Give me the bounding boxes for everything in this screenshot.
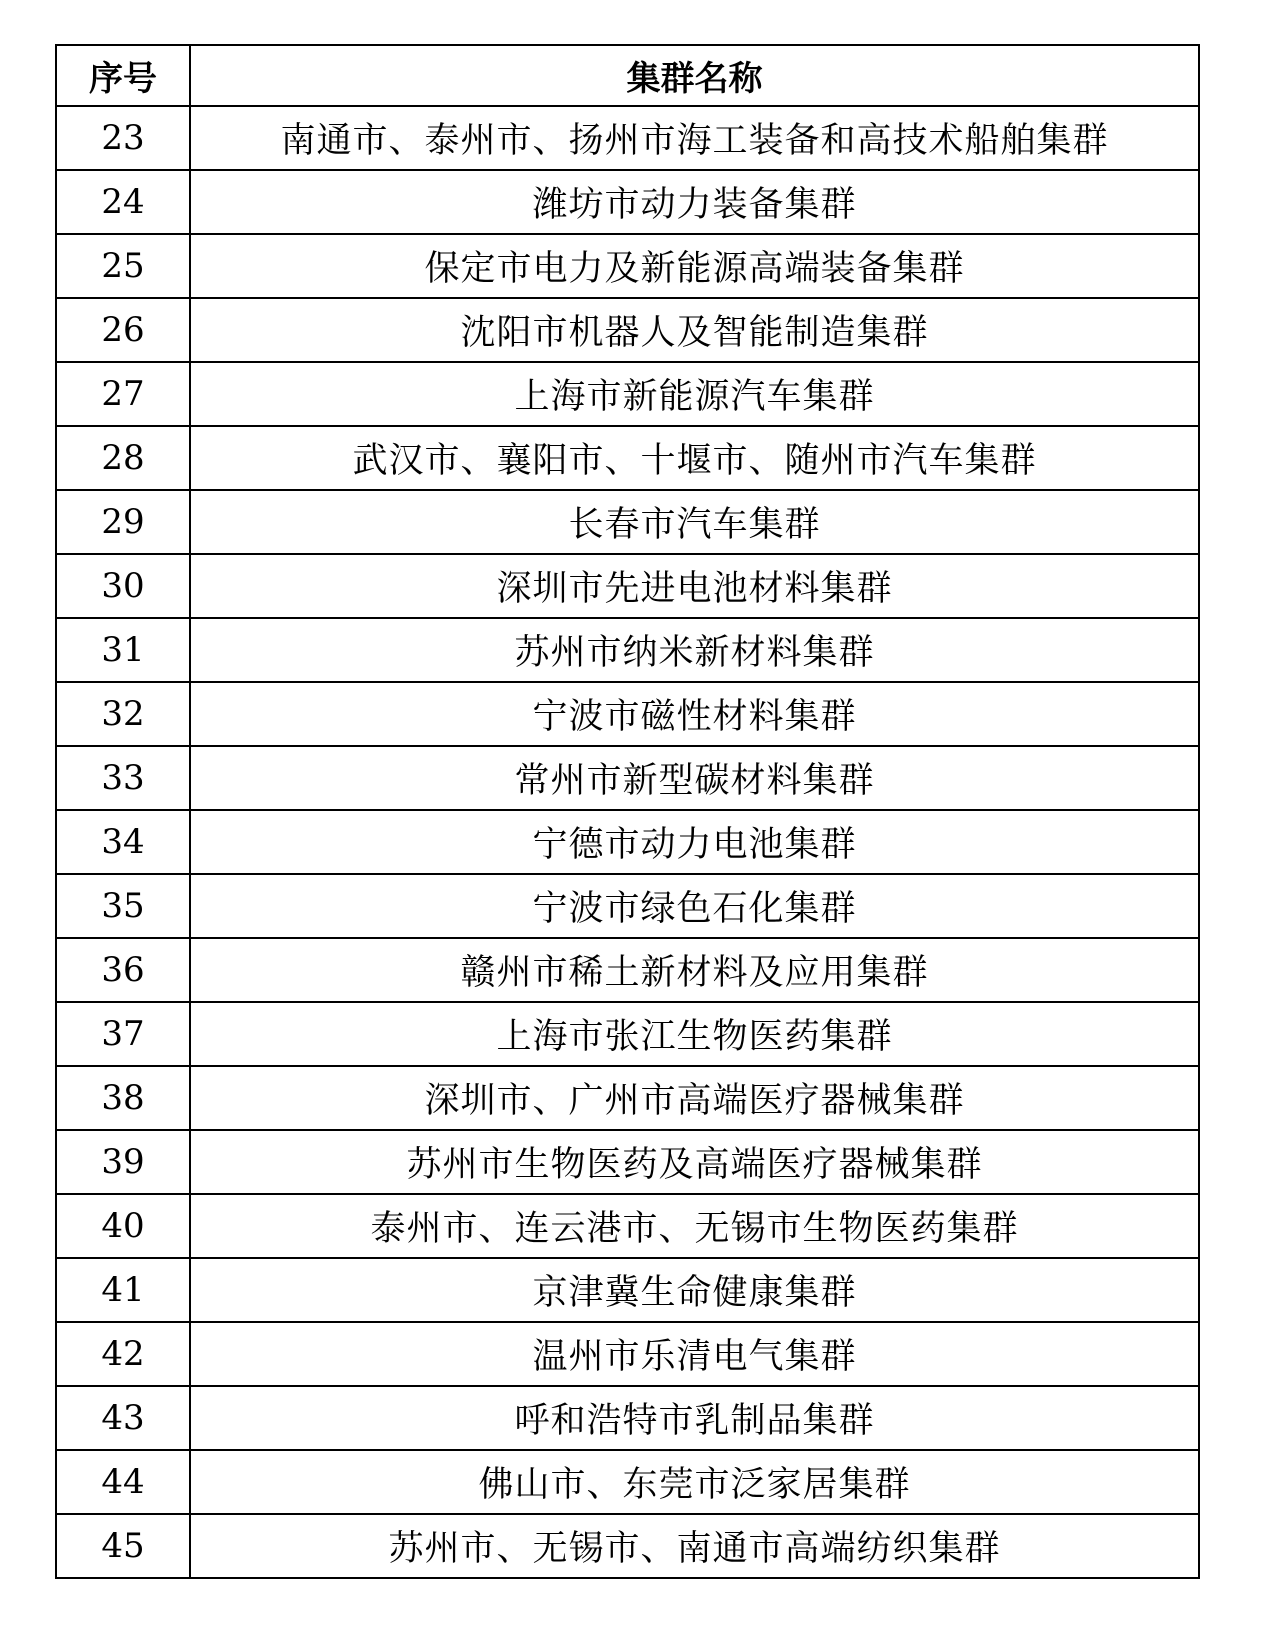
row-index: 27 <box>56 362 190 426</box>
row-index: 43 <box>56 1386 190 1450</box>
row-cluster-name: 武汉市、襄阳市、十堰市、随州市汽车集群 <box>190 426 1199 490</box>
row-index: 24 <box>56 170 190 234</box>
table-row <box>56 874 1199 938</box>
row-cluster-name: 宁波市磁性材料集群 <box>190 682 1199 746</box>
table-row <box>56 490 1199 554</box>
table-row <box>56 938 1199 1002</box>
row-index: 26 <box>56 298 190 362</box>
table-row <box>56 746 1199 810</box>
row-cluster-name: 潍坊市动力装备集群 <box>190 170 1199 234</box>
row-index: 44 <box>56 1450 190 1514</box>
row-cluster-name: 宁德市动力电池集群 <box>190 810 1199 874</box>
row-cluster-name: 上海市新能源汽车集群 <box>190 362 1199 426</box>
row-cluster-name: 佛山市、东莞市泛家居集群 <box>190 1450 1199 1514</box>
table-row <box>56 1194 1199 1258</box>
row-index: 30 <box>56 554 190 618</box>
row-index: 23 <box>56 106 190 170</box>
row-index: 41 <box>56 1258 190 1322</box>
table-body <box>56 106 1199 1578</box>
row-cluster-name: 长春市汽车集群 <box>190 490 1199 554</box>
table-row <box>56 1002 1199 1066</box>
row-cluster-name: 苏州市、无锡市、南通市高端纺织集群 <box>190 1514 1199 1578</box>
row-index: 34 <box>56 810 190 874</box>
row-cluster-name: 宁波市绿色石化集群 <box>190 874 1199 938</box>
table-row <box>56 298 1199 362</box>
row-index: 40 <box>56 1194 190 1258</box>
row-cluster-name: 苏州市生物医药及高端医疗器械集群 <box>190 1130 1199 1194</box>
row-cluster-name: 保定市电力及新能源高端装备集群 <box>190 234 1199 298</box>
table-row <box>56 1130 1199 1194</box>
header-cluster-name: 集群名称 <box>190 45 1199 106</box>
table-row <box>56 1066 1199 1130</box>
table-row <box>56 106 1199 170</box>
row-index: 29 <box>56 490 190 554</box>
row-index: 25 <box>56 234 190 298</box>
row-index: 42 <box>56 1322 190 1386</box>
table-row <box>56 1514 1199 1578</box>
row-index: 45 <box>56 1514 190 1578</box>
row-cluster-name: 泰州市、连云港市、无锡市生物医药集群 <box>190 1194 1199 1258</box>
row-index: 33 <box>56 746 190 810</box>
row-index: 32 <box>56 682 190 746</box>
row-cluster-name: 呼和浩特市乳制品集群 <box>190 1386 1199 1450</box>
cluster-table-container <box>55 44 1198 1579</box>
row-cluster-name: 上海市张江生物医药集群 <box>190 1002 1199 1066</box>
row-index: 37 <box>56 1002 190 1066</box>
row-cluster-name: 温州市乐清电气集群 <box>190 1322 1199 1386</box>
table-row <box>56 1450 1199 1514</box>
table-row <box>56 170 1199 234</box>
table-row <box>56 234 1199 298</box>
table-row <box>56 618 1199 682</box>
table-row <box>56 1258 1199 1322</box>
table-header-row <box>56 45 1199 106</box>
table-row <box>56 810 1199 874</box>
table-row <box>56 1386 1199 1450</box>
header-index: 序号 <box>56 45 190 106</box>
row-cluster-name: 深圳市先进电池材料集群 <box>190 554 1199 618</box>
table-row <box>56 362 1199 426</box>
row-index: 38 <box>56 1066 190 1130</box>
table-row <box>56 554 1199 618</box>
row-index: 39 <box>56 1130 190 1194</box>
row-cluster-name: 京津冀生命健康集群 <box>190 1258 1199 1322</box>
table-row <box>56 426 1199 490</box>
row-index: 35 <box>56 874 190 938</box>
row-index: 28 <box>56 426 190 490</box>
row-index: 31 <box>56 618 190 682</box>
row-cluster-name: 深圳市、广州市高端医疗器械集群 <box>190 1066 1199 1130</box>
row-cluster-name: 常州市新型碳材料集群 <box>190 746 1199 810</box>
table-row <box>56 1322 1199 1386</box>
table-row <box>56 682 1199 746</box>
row-index: 36 <box>56 938 190 1002</box>
row-cluster-name: 赣州市稀土新材料及应用集群 <box>190 938 1199 1002</box>
cluster-table <box>55 44 1200 1579</box>
row-cluster-name: 沈阳市机器人及智能制造集群 <box>190 298 1199 362</box>
row-cluster-name: 苏州市纳米新材料集群 <box>190 618 1199 682</box>
row-cluster-name: 南通市、泰州市、扬州市海工装备和高技术船舶集群 <box>190 106 1199 170</box>
